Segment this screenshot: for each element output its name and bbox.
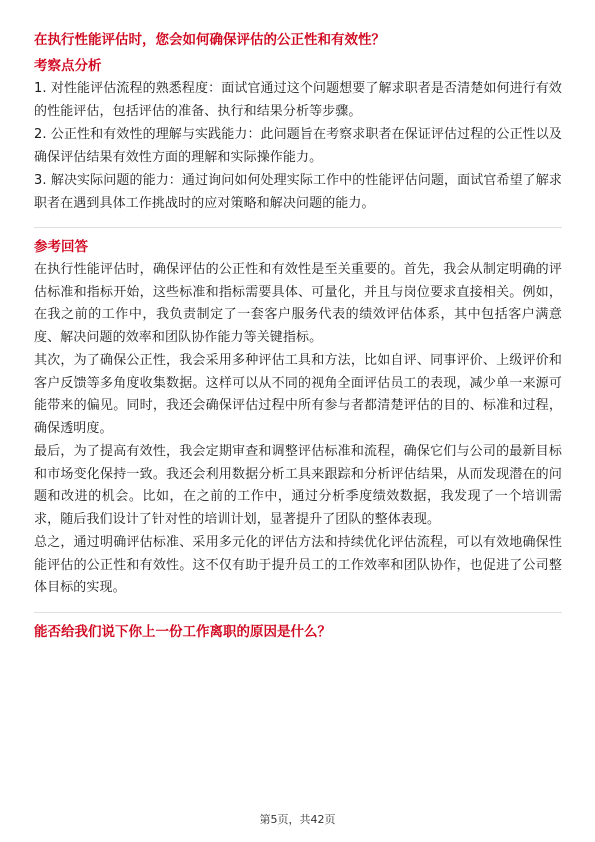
page-number: 第5页，共42页	[259, 813, 336, 826]
section-divider	[34, 227, 562, 228]
answer-paragraph: 其次，为了确保公正性，我会采用多种评估工具和方法，比如自评、同事评价、上级评价和客户反馈等多角度收集数据。这样可以从不同的视角全面评估员工的表现，减少单一来源可能带来的偏见。同时，我还会确保评估过程中所有参与者都清楚评估的目的、标准和过程，确保透明度。	[34, 353, 562, 436]
analysis-title: 考察点分析	[34, 58, 102, 74]
question-heading: 在执行性能评估时，您会如何确保评估的公正性和有效性？	[34, 32, 385, 48]
analysis-item: 3. 解决实际问题的能力：通过询问如何处理实际工作中的性能评估问题，面试官希望了解求职者在遇到具体工作挑战时的应对策略和解决问题的能力。	[34, 173, 562, 211]
analysis-item: 1. 对性能评估流程的熟悉程度：面试官通过这个问题想要了解求职者是否清楚如何进行有效的性能评估，包括评估的准备、执行和结果分析等步骤。	[34, 81, 562, 119]
section-divider	[34, 612, 562, 613]
answer-title: 参考回答	[34, 239, 88, 255]
question-heading: 能否给我们说下你上一份工作离职的原因是什么？	[34, 623, 331, 640]
page-content	[34, 26, 562, 643]
analysis-item: 2. 公正性和有效性的理解与实践能力：此问题旨在考察求职者在保证评估过程的公正性以及确保评估结果有效性方面的理解和实际操作能力。	[34, 127, 562, 165]
answer-paragraph: 总之，通过明确评估标准、采用多元化的评估方法和持续优化评估流程，可以有效地确保性能评估的公正性和有效性。这不仅有助于提升员工的工作效率和团队协作，也促进了公司整体目标的实现。	[34, 535, 562, 595]
answer-paragraph: 在执行性能评估时，确保评估的公正性和有效性是至关重要的。首先，我会从制定明确的评估标准和指标开始，这些标准和指标需要具体、可量化，并且与岗位要求直接相关。例如，在我之前的工作中，我负责制定了一套客户服务代表的绩效评估体系，其中包括客户满意度、解决问题的效率和团队协作能力等关键指标。	[34, 262, 562, 345]
answer-paragraph: 最后，为了提高有效性，我会定期审查和调整评估标准和流程，确保它们与公司的最新目标和市场变化保持一致。我还会利用数据分析工具来跟踪和分析评估结果，从而发现潜在的问题和改进的机会。比如，在之前的工作中，通过分析季度绩效数据，我发现了一个培训需求，随后我们设计了针对性的培训计划，显著提升了团队的整体表现。	[34, 444, 562, 527]
